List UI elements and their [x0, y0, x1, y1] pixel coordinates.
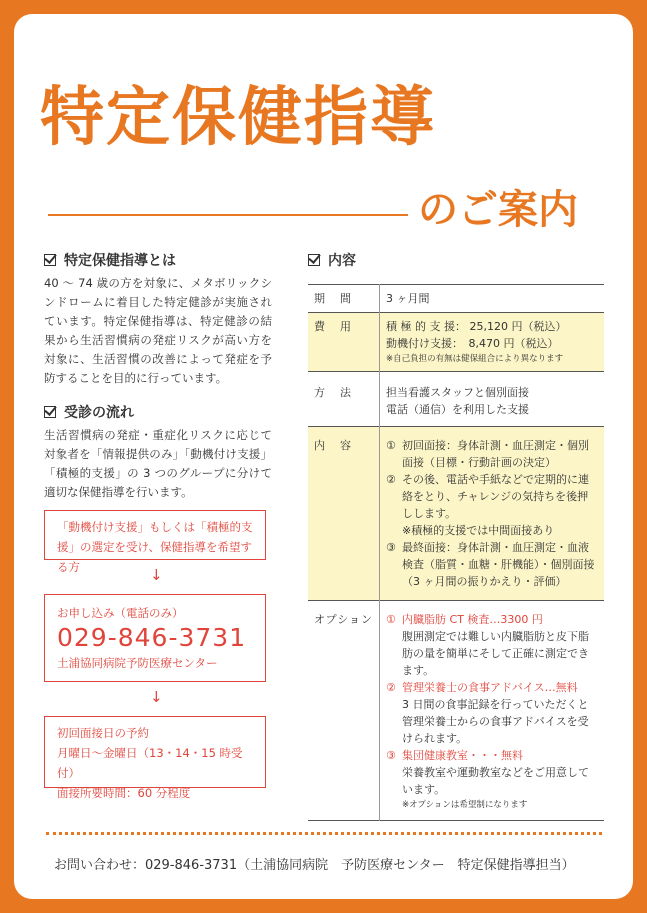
option-3-text: 栄養教室や運動教室などをご用意しています。	[402, 766, 590, 796]
option-note: ※オプションは希望制になります	[402, 800, 528, 810]
row-period	[308, 285, 604, 313]
fee-line-1: 積 極 的 支 援： 25,120 円（税込）	[386, 320, 567, 333]
option-value	[380, 601, 604, 821]
method-line-1: 担当看護スタッフと個別面接	[386, 386, 530, 399]
flow-box-target: 「動機付け支援」もしくは「積極的支援」の選定を受け、保健指導を希望する方	[44, 510, 266, 560]
page-title: 特定保健指導	[40, 81, 436, 155]
detail-item-3: ③ 最終面接：身体計測・血圧測定・血液検査（脂質・血糖・肝機能）・個別面接（3 ヶ月間の振りかえり・評価）	[386, 541, 595, 588]
row-method	[308, 372, 604, 427]
row-fee	[308, 313, 604, 372]
about-text: 40 〜 74 歳の方を対象に、メタボリックシンドロームに着目した特定健診が実施されています。特定保健指導は、特定健診の結果から生活習慣病の発症リスクが高い方を対象に、生活習慣の改善によって発症を予防することを目的に行っています。	[44, 276, 272, 385]
about-heading-label: 特定保健指導とは	[64, 253, 176, 269]
method-value	[380, 372, 604, 427]
row-detail	[308, 427, 604, 601]
apply-org: 土浦協同病院予防医療センター	[57, 656, 218, 670]
checkbox-icon	[44, 254, 56, 266]
detail-item-2-note: ※積極的支援では中間面接あり	[402, 524, 555, 537]
about-heading	[44, 250, 176, 270]
fee-label: 費 用	[308, 313, 380, 372]
apply-title: お申し込み（電話のみ）	[57, 606, 184, 620]
detail-item-1: ① 初回面接：身体計測・血圧測定・個別面接（目標・行動計画の決定）	[386, 439, 590, 469]
method-label: 方 法	[308, 372, 380, 427]
content-heading-label: 内容	[328, 253, 356, 269]
checkbox-icon	[44, 406, 56, 418]
appointment-line-3: 面接所要時間：60 分程度	[57, 786, 191, 800]
flow-text: 生活習慣病の発症・重症化リスクに応じて対象者を「情報提供のみ」「動機付け支援」「積極的支援」の 3 つのグループに分けて適切な保健指導を行います。	[44, 428, 272, 499]
method-line-2: 電話（通信）を利用した支援	[386, 403, 530, 416]
flow-box-appointment	[44, 716, 266, 800]
content-heading	[308, 250, 356, 270]
appointment-line-2: 月曜日〜金曜日（13・14・15 時受付）	[57, 746, 243, 780]
flow-heading-label: 受診の流れ	[64, 405, 134, 421]
detail-item-2: ② その後、電話や手紙などで定期的に連絡をとり、チャレンジの気持ちを後押しします。	[386, 473, 590, 520]
content-table	[308, 284, 604, 821]
down-arrow-icon: ↓	[150, 688, 163, 706]
down-arrow-icon: ↓	[150, 566, 163, 584]
period-value: 3 ヶ月間	[386, 292, 430, 305]
row-option	[308, 601, 604, 821]
appointment-line-1: 初回面接日の予約	[57, 726, 149, 740]
fee-note: ※自己負担の有無は健保組合により異なります	[386, 354, 564, 364]
detail-label: 内 容	[308, 427, 380, 601]
footer-divider	[46, 832, 602, 835]
option-1-text: 腹囲測定では難しい内臓脂肪と皮下脂肪の量を簡単にそして正確に測定できます。	[402, 630, 590, 677]
option-2-title: ② 管理栄養士の食事アドバイス…無料	[386, 681, 578, 694]
period-label: 期 間	[308, 285, 380, 313]
flow-heading	[44, 402, 134, 422]
fee-line-2: 動機付け支援： 8,470 円（税込）	[386, 337, 559, 350]
fee-value	[380, 313, 604, 372]
detail-value	[380, 427, 604, 601]
page-subtitle: のご案内	[418, 187, 578, 233]
apply-phone: 029-846-3731	[57, 623, 247, 652]
flow-box-apply	[44, 594, 266, 682]
option-3-title: ③ 集団健康教室・・・無料	[386, 749, 524, 762]
flyer-card	[14, 14, 633, 899]
title-underline	[48, 214, 408, 216]
option-2-text: 3 日間の食事記録を行っていただくと管理栄養士からの食事アドバイスを受けられます。	[402, 698, 589, 745]
option-label: オプション	[308, 601, 380, 821]
option-1-title: ① 内臓脂肪 CT 検査…3300 円	[386, 613, 543, 626]
checkbox-icon	[308, 254, 320, 266]
footer-contact: お問い合わせ：029-846-3731（土浦協同病院 予防医療センター 特定保健指導担当）	[54, 858, 575, 873]
